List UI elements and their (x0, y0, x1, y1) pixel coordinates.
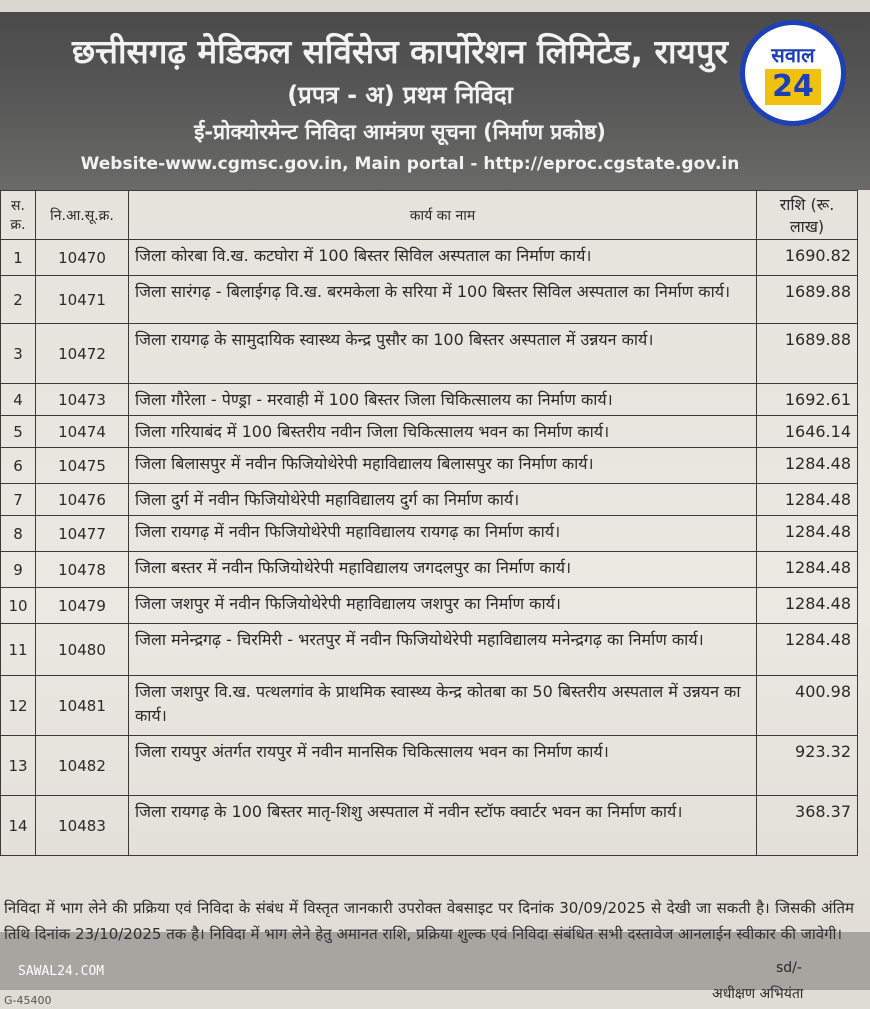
tender-form-title: (प्रपत्र - अ) प्रथम निविदा (287, 81, 513, 109)
notice-number-cell: 10474 (36, 416, 129, 448)
serial-cell: 3 (1, 324, 36, 384)
table-row (1, 588, 858, 624)
serial-cell: 9 (1, 552, 36, 588)
header-amount: राशि (रू. लाख) (757, 191, 858, 240)
notice-header (0, 12, 870, 190)
work-name-cell: जिला रायपुर अंतर्गत रायपुर में नवीन मानसिक चिकित्सालय भवन का निर्माण कार्य। (129, 736, 757, 796)
work-name-cell: जिला गरियाबंद में 100 बिस्तरीय नवीन जिला चिकित्सालय भवन का निर्माण कार्य। (129, 416, 757, 448)
serial-cell: 7 (1, 484, 36, 516)
amount-cell: 1284.48 (757, 624, 858, 676)
sawal24-logo (740, 20, 846, 126)
notice-number-cell: 10478 (36, 552, 129, 588)
table-header-row (1, 191, 858, 240)
header-serial: स. क्र. (1, 191, 36, 240)
notice-number-cell: 10476 (36, 484, 129, 516)
logo-number: 24 (765, 69, 821, 105)
serial-cell: 6 (1, 448, 36, 484)
work-name-cell: जिला रायगढ़ में नवीन फिजियोथेरेपी महाविद्यालय रायगढ़ का निर्माण कार्य। (129, 516, 757, 552)
notice-number-cell: 10477 (36, 516, 129, 552)
watermark-band (0, 932, 870, 990)
serial-cell: 13 (1, 736, 36, 796)
serial-cell: 1 (1, 240, 36, 276)
amount-cell: 1284.48 (757, 588, 858, 624)
organization-title: छत्तीसगढ़ मेडिकल सर्विसेज कार्पोरेशन लिमिटेड, रायपुर (72, 32, 728, 71)
header-work-name: कार्य का नाम (129, 191, 757, 240)
amount-cell: 400.98 (757, 676, 858, 736)
table-row (1, 240, 858, 276)
work-name-cell: जिला बस्तर में नवीन फिजियोथेरेपी महाविद्यालय जगदलपुर का निर्माण कार्य। (129, 552, 757, 588)
amount-cell: 368.37 (757, 796, 858, 856)
amount-cell: 923.32 (757, 736, 858, 796)
serial-cell: 2 (1, 276, 36, 324)
notice-code: G-45400 (4, 994, 52, 1007)
notice-number-cell: 10480 (36, 624, 129, 676)
website-line: Website-www.cgmsc.gov.in, Main portal - http://eproc.cgstate.gov.in (80, 154, 740, 174)
notice-number-cell: 10481 (36, 676, 129, 736)
notice-number-cell: 10472 (36, 324, 129, 384)
table-row (1, 384, 858, 416)
work-name-cell: जिला रायगढ़ के 100 बिस्तर मातृ-शिशु अस्पताल में नवीन स्टॉफ क्वार्टर भवन का निर्माण कार्य। (129, 796, 757, 856)
work-name-cell: जिला कोरबा वि.ख. कटघोरा में 100 बिस्तर सिविल अस्पताल का निर्माण कार्य। (129, 240, 757, 276)
notice-number-cell: 10482 (36, 736, 129, 796)
tender-notice-title: ई-प्रोक्योरमेन्ट निविदा आमंत्रण सूचना (निर्माण प्रकोष्ठ) (194, 120, 606, 144)
serial-cell: 10 (1, 588, 36, 624)
notice-number-cell: 10471 (36, 276, 129, 324)
serial-cell: 12 (1, 676, 36, 736)
amount-cell: 1284.48 (757, 516, 858, 552)
serial-cell: 11 (1, 624, 36, 676)
notice-number-cell: 10473 (36, 384, 129, 416)
amount-cell: 1689.88 (757, 324, 858, 384)
logo-text: सवाल (771, 43, 815, 67)
amount-cell: 1284.48 (757, 484, 858, 516)
amount-cell: 1692.61 (757, 384, 858, 416)
table-row (1, 276, 858, 324)
signature: sd/- (776, 960, 802, 976)
work-name-cell: जिला दुर्ग में नवीन फिजियोथेरेपी महाविद्यालय दुर्ग का निर्माण कार्य। (129, 484, 757, 516)
work-name-cell: जिला सारंगढ़ - बिलाईगढ़ वि.ख. बरमकेला के सरिया में 100 बिस्तर सिविल अस्पताल का निर्माण कार्य। (129, 276, 757, 324)
table-row (1, 736, 858, 796)
table-row (1, 676, 858, 736)
notice-number-cell: 10479 (36, 588, 129, 624)
table-row (1, 484, 858, 516)
work-name-cell: जिला गौरेला - पेण्ड्रा - मरवाही में 100 बिस्तर जिला चिकित्सालय का निर्माण कार्य। (129, 384, 757, 416)
work-name-cell: जिला जशपुर में नवीन फिजियोथेरेपी महाविद्यालय जशपुर का निर्माण कार्य। (129, 588, 757, 624)
table-row (1, 516, 858, 552)
work-name-cell: जिला बिलासपुर में नवीन फिजियोथेरेपी महाविद्यालय बिलासपुर का निर्माण कार्य। (129, 448, 757, 484)
serial-cell: 14 (1, 796, 36, 856)
amount-cell: 1646.14 (757, 416, 858, 448)
notice-number-cell: 10470 (36, 240, 129, 276)
site-watermark: SAWAL24.COM (18, 964, 105, 979)
footer-text: निविदा में भाग लेने की प्रक्रिया एवं निविदा के संबंध में विस्तृत जानकारी उपरोक्त वेबसाइट पर दिनांक 30/09/2025 से देखी जा सकती है। जिसकी अंतिम तिथि दिनांक 23/10/2025 तक है। निविदा में भाग लेने हेतु अमानत राशि, प्रक्रिया शुल्क एवं निविदा संबंधित सभी दस्तावेज आनलाईन स्वीकार की जावेगी। (4, 899, 854, 943)
table-row (1, 624, 858, 676)
amount-cell: 1284.48 (757, 448, 858, 484)
serial-cell: 5 (1, 416, 36, 448)
tender-table (0, 190, 858, 856)
serial-cell: 4 (1, 384, 36, 416)
notice-number-cell: 10483 (36, 796, 129, 856)
header-notice-number: नि.आ.सू.क्र. (36, 191, 129, 240)
signatory-title: अधीक्षण अभियंता (712, 986, 804, 1002)
work-name-cell: जिला रायगढ़ के सामुदायिक स्वास्थ्य केन्द्र पुसौर का 100 बिस्तर अस्पताल में उन्नयन कार्य। (129, 324, 757, 384)
table-row (1, 552, 858, 588)
amount-cell: 1689.88 (757, 276, 858, 324)
work-name-cell: जिला मनेन्द्रगढ़ - चिरमिरी - भरतपुर में नवीन फिजियोथेरेपी महाविद्यालय मनेन्द्रगढ़ का निर्माण कार्य। (129, 624, 757, 676)
work-name-cell: जिला जशपुर वि.ख. पत्थलगांव के प्राथमिक स्वास्थ्य केन्द्र कोतबा का 50 बिस्तरीय अस्पताल में उन्नयन का कार्य। (129, 676, 757, 736)
serial-cell: 8 (1, 516, 36, 552)
table-row (1, 416, 858, 448)
notice-number-cell: 10475 (36, 448, 129, 484)
amount-cell: 1690.82 (757, 240, 858, 276)
table-row (1, 324, 858, 384)
table-row (1, 448, 858, 484)
table-row (1, 796, 858, 856)
amount-cell: 1284.48 (757, 552, 858, 588)
